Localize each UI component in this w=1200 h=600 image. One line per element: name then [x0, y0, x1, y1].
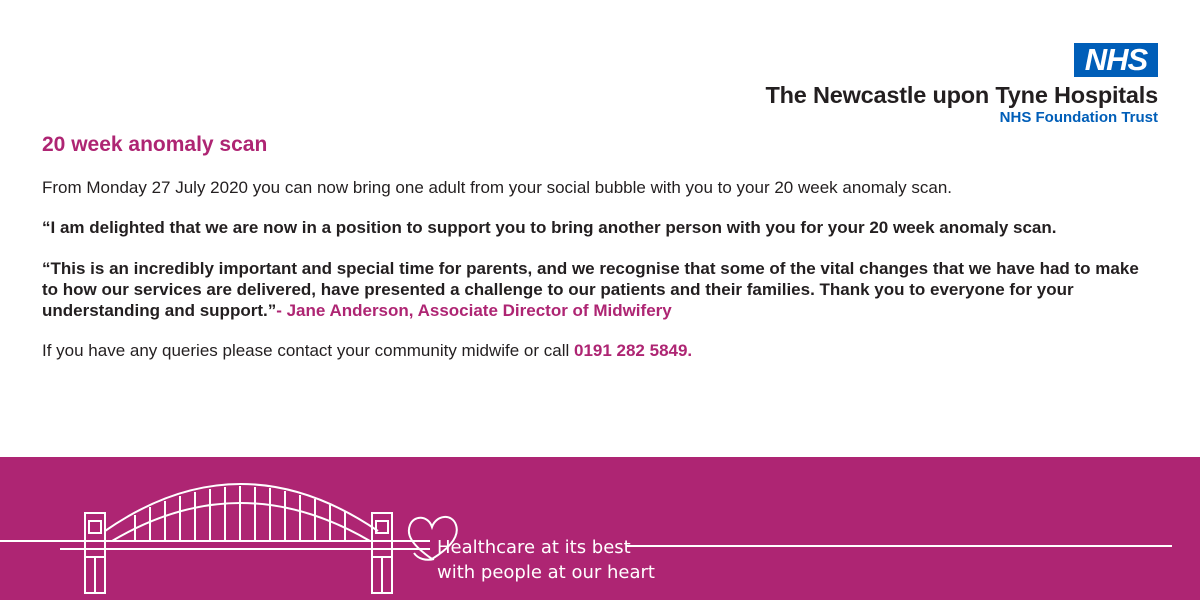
article [42, 133, 1152, 361]
tagline-line-1: Healthcare at its best [437, 537, 631, 558]
tagline-line-2: with people at our heart [437, 562, 655, 583]
phone-number[interactable]: 0191 282 5849. [573, 341, 693, 360]
quote-paragraph-2 [42, 258, 1152, 321]
contact-text: If you have any queries please contact your community midwife or call [42, 341, 574, 360]
quote-text: “This is an incredibly important and special time for parents, and we recognise that some of the vital changes that we have had to make to how our services are delivered, have presented a challenge to our patients and their families. Thank you to everyone for your understanding and support.” [42, 259, 1139, 320]
quote-paragraph-1: “I am delighted that we are now in a position to support you to bring another person with you for your 20 week anomaly scan. [42, 218, 1057, 237]
footer-band [0, 457, 1200, 600]
tyne-bridge-icon [0, 457, 430, 600]
page-title: 20 week anomaly scan [42, 133, 268, 156]
footer-divider-line [626, 545, 1172, 547]
nhs-logo: NHS [1074, 43, 1158, 77]
tagline [437, 535, 655, 585]
trust-name: The Newcastle upon Tyne Hospitals [765, 82, 1158, 108]
trust-subtitle: NHS Foundation Trust [999, 109, 1158, 126]
quote-attribution: - Jane Anderson, Associate Director of Midwifery [276, 301, 672, 320]
contact-paragraph [42, 340, 1152, 361]
intro-paragraph: From Monday 27 July 2020 you can now bring one adult from your social bubble with you to your 20 week anomaly scan. [42, 178, 952, 197]
